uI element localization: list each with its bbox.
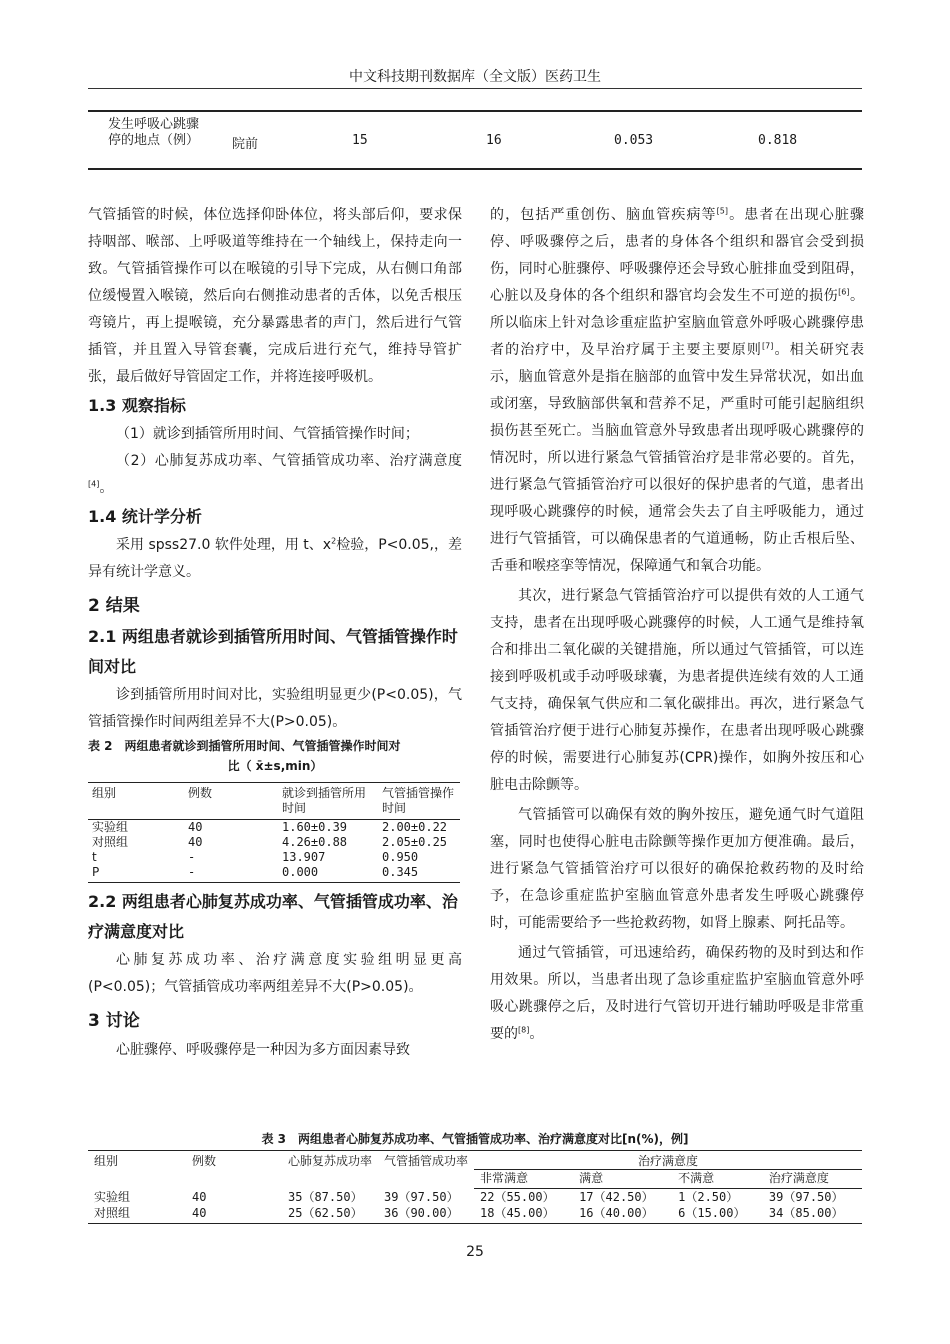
header-rule <box>88 88 862 89</box>
section-heading-2-1: 2.1 两组患者就诊到插管所用时间、气管插管操作时间对比 <box>88 627 458 676</box>
table-row: 对照组 40 4.26±0.88 2.05±0.25 <box>92 835 448 849</box>
page-number: 25 <box>466 1244 484 1260</box>
table3-caption: 表 3 两组患者心肺复苏成功率、气管插管成功率、治疗满意度对比[n(%)，例] <box>261 1132 689 1146</box>
running-header: 中文科技期刊数据库（全文版）医药卫生 <box>349 69 601 85</box>
paragraph: 气管插管的时候，体位选择仰卧体位，将头部后仰，要求保持咽部、喉部、上呼吸道等维持在一个轴线上，保持走向一致。气管插管操作可以在喉镜的引导下完成，从右侧口角部位缓慢置入喉镜，然后向右侧推动患者的舌体，以免舌根压弯镜片，再上提喉镜，充分暴露患者的声门，然后进行气管插管，并且置入导管套囊，完成后进行充气，维持导管扩张，最后做好导管固定工作，并将连接呼吸机。 <box>88 207 462 385</box>
section-heading-1-4: 1.4 统计学分析 <box>88 507 202 526</box>
section-heading-2: 2 结果 <box>88 596 140 616</box>
table1-row-label: 发生呼吸心跳骤停的地点（例） <box>108 117 200 148</box>
left-column <box>88 202 462 1064</box>
citation-ref[interactable]: [7] <box>762 341 774 351</box>
table3-header-n: 例数 <box>186 1151 282 1189</box>
table1-exp: 15 <box>352 133 368 148</box>
paragraph: 心肺复苏成功率、治疗满意度实验组明显更高(P<0.05)；气管插管成功率两组差异不大(P>0.05)。 <box>88 952 462 995</box>
table-row: 实验组 40 35（87.50） 39（97.50） 22（55.00） 17（42.50） 1（2.50） 39（97.50） <box>94 1189 844 1204</box>
paragraph: （1）就诊到插管所用时间、气管插管操作时间； <box>116 426 419 442</box>
table3-header-cpr: 心肺复苏成功率 <box>282 1151 378 1189</box>
table3-subheader: 非常满意 <box>474 1170 573 1189</box>
paragraph: （2）心肺复苏成功率、气管插管成功率、治疗满意度[4]。 <box>88 453 462 496</box>
section-heading-2-2: 2.2 两组患者心肺复苏成功率、气管插管成功率、治疗满意度对比 <box>88 892 458 941</box>
table3-header-group: 组别 <box>88 1151 186 1189</box>
table-row: t - 13.907 0.950 <box>92 850 419 864</box>
table-row: 对照组 40 25（62.50） 36（90.00） 18（45.00） 16（40.00） 6（15.00） 34（85.00） <box>88 1205 862 1224</box>
table2-header: 组别 <box>88 783 184 817</box>
paragraph: 采用 spss27.0 软件处理，用 t、$x^2$检验，P<0.05,，差异有统计学意义。 <box>88 536 462 580</box>
table1-ctrl: 16 <box>486 133 502 148</box>
table-row: 实验组 40 1.60±0.39 2.00±0.22 <box>92 820 448 834</box>
paragraph: 其次，进行紧急气管插管治疗可以提供有效的人工通气支持，患者在出现呼吸心跳骤停的时候，人工通气是维持氧合和排出二氧化碳的关键措施，所以通过气管插管，可以连接到呼吸机或手动呼吸球囊，为患者提供连续有效的人工通气支持，确保氧气供应和二氧化碳排出。再次，进行紧急气管插管治疗便于进行心肺复苏操作，在患者出现呼吸心跳骤停的时候，需要进行心肺复苏(CPR)操作，如胸外按压和心脏电击除颤等。 <box>490 588 864 793</box>
table3 <box>88 1150 862 1224</box>
table1-bottom-rule <box>88 168 862 170</box>
right-column <box>490 202 864 1048</box>
table3-header-intub: 气管插管成功率 <box>378 1151 474 1189</box>
paragraph: 心脏骤停、呼吸骤停是一种因为多方面因素导致 <box>116 1042 410 1058</box>
table2-caption: 表 2 两组患者就诊到插管所用时间、气管插管操作时间对 <box>88 739 401 753</box>
table-row: P - 0.000 0.345 <box>88 865 460 883</box>
citation-ref[interactable]: [5] <box>716 206 729 216</box>
paragraph: 气管插管可以确保有效的胸外按压，避免通气时气道阻塞，同时也使得心脏电击除颤等操作更加方便准确。最后，进行紧急气管插管治疗可以很好的确保抢救药物的及时给予，在急诊重症监护室脑血管意外患者发生呼吸心跳骤停时，可能需要给予一些抢救药物，如肾上腺素、阿托品等。 <box>490 807 864 931</box>
citation-ref[interactable]: [4] <box>88 479 100 489</box>
table2-header: 气管插管操作时间 <box>378 783 460 817</box>
table2-header: 就诊到插管所用时间 <box>278 783 378 817</box>
citation-ref[interactable]: [8] <box>518 1025 530 1035</box>
paragraph: 通过气管插管，可迅速给药，确保药物的及时到达和作用效果。所以，当患者出现了急诊重症监护室脑血管意外呼吸心跳骤停之后，及时进行气管切开进行辅助呼吸是非常重要的[8]。 <box>490 945 864 1042</box>
table3-subheader: 满意 <box>573 1170 672 1189</box>
table2 <box>88 782 460 883</box>
section-heading-1-3: 1.3 观察指标 <box>88 396 186 415</box>
paragraph: 的，包括严重创伤、脑血管疾病等[5]。患者在出现心脏骤停、呼吸骤停之后，患者的身体各个组织和器官会受到损伤，同时心脏骤停、呼吸骤停还会导致心脏排血受到阻碍，心脏以及身体的各个组织和器官均会发生不可逆的损伤[6]。所以临床上针对急诊重症监护室脑血管意外呼吸心跳骤停患者的治疗中，及早治疗属于主要主要原则[7]。相关研究表示，脑血管意外是指在脑部的血管中发生异常状况，如出血或闭塞，导致脑部供氧和营养不足，严重时可能引起脑组织损伤甚至死亡。当脑血管意外导致患者出现呼吸心跳骤停的情况时，所以进行紧急气管插管治疗是非常必要的。首先，进行紧急气管插管治疗可以很好的保护患者的气道，患者出现呼吸心跳骤停的时候，通常会失去了自主呼吸能力，通过进行气管插管，可以确保患者的气道通畅，防止舌根后坠、舌垂和喉痉挛等情况，保障通气和氧合功能。 <box>490 206 865 574</box>
table1-place: 院前 <box>232 137 259 152</box>
table1-stat: 0.053 <box>614 133 654 148</box>
table3-subheader: 不满意 <box>672 1170 763 1189</box>
citation-ref[interactable]: [6] <box>838 287 850 297</box>
table2-caption-cont: 比（ x̄±s,min） <box>227 759 323 773</box>
section-heading-3: 3 讨论 <box>88 1011 140 1031</box>
table3-subheader: 治疗满意度 <box>763 1170 862 1189</box>
table1-p: 0.818 <box>758 133 798 148</box>
table2-header: 例数 <box>184 783 278 817</box>
table3-header-satisfaction: 治疗满意度 <box>474 1151 862 1170</box>
paragraph: 诊到插管所用时间对比，实验组明显更少(P<0.05)，气管插管操作时间两组差异不大(P>0.05)。 <box>88 687 462 730</box>
table1-top-rule <box>88 110 862 112</box>
